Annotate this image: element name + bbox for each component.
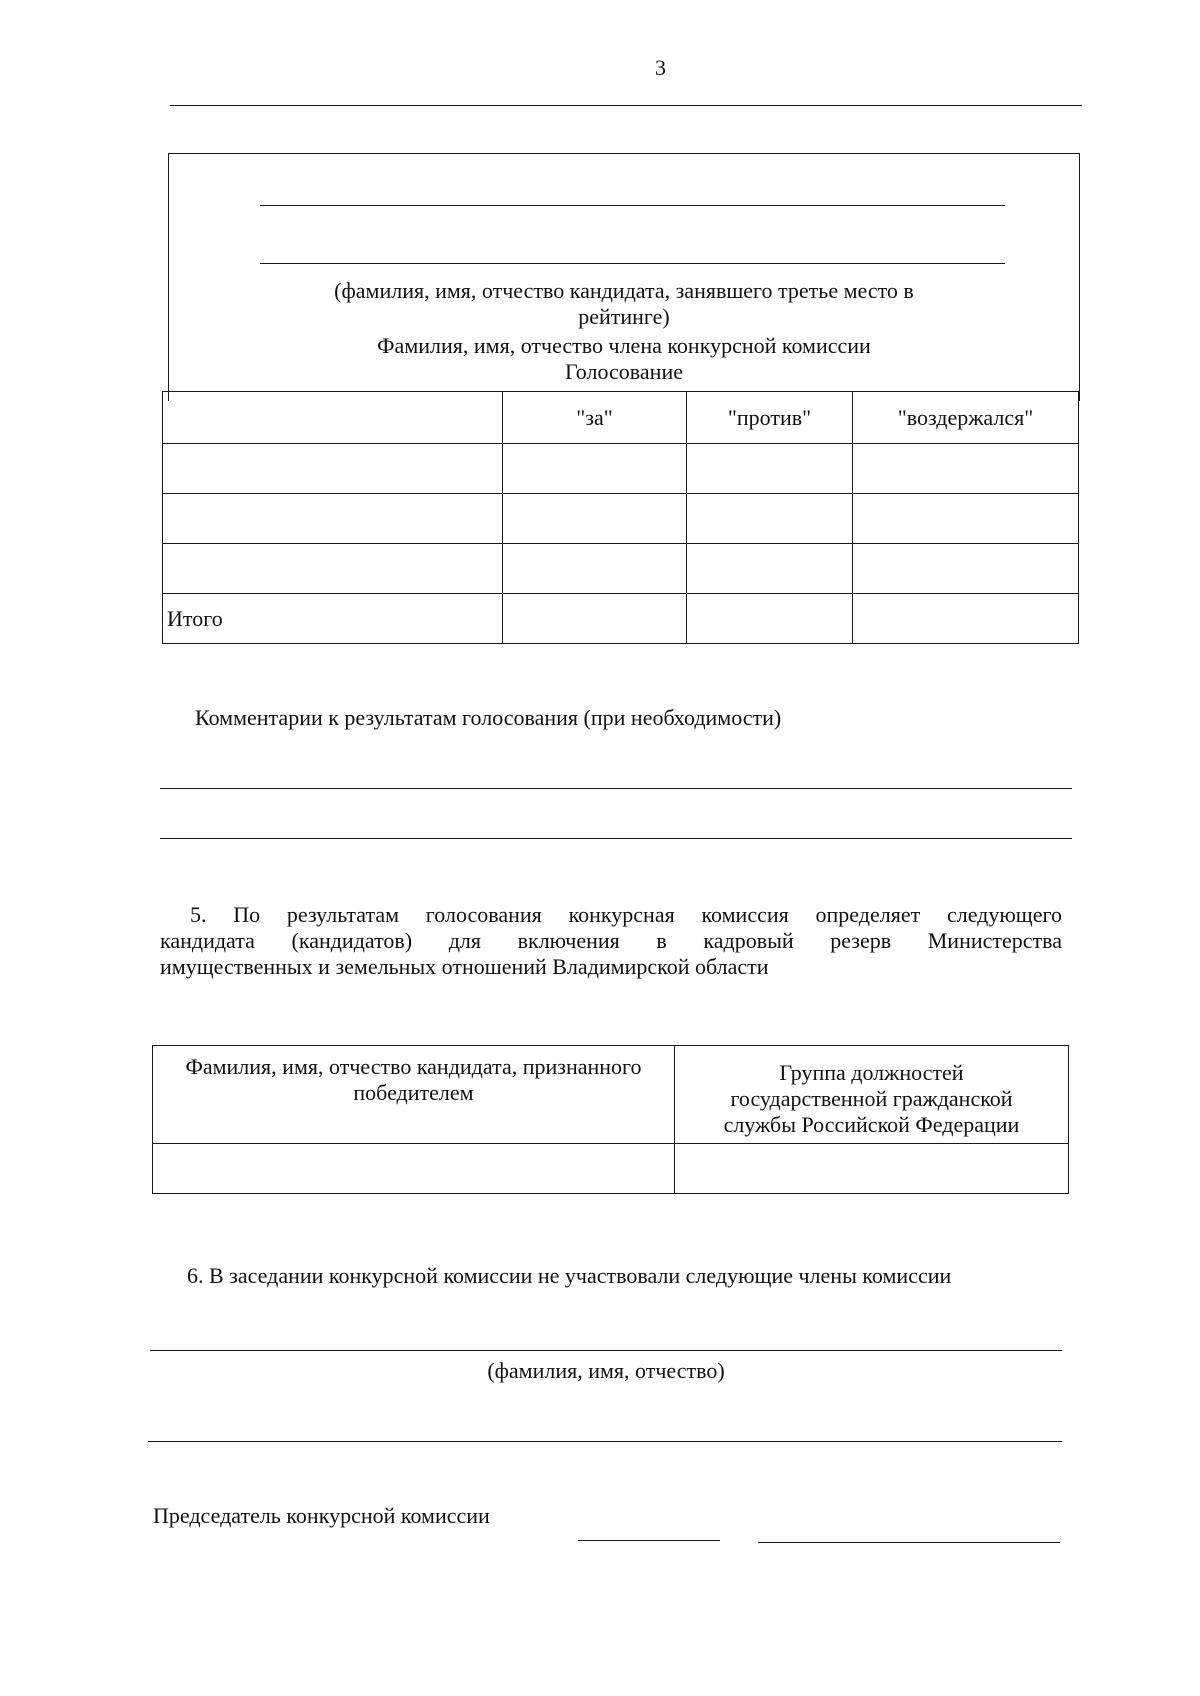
section5-line-2: кандидата (кандидатов) для включения в кадровый резерв Министерства (160, 928, 1062, 953)
total-for-cell[interactable] (503, 594, 687, 644)
vote-for-cell[interactable] (503, 494, 687, 544)
member-caption: Фамилия, имя, отчество члена конкурсной комиссии (377, 333, 871, 358)
voting-table-header-row (163, 392, 1079, 444)
vote-against-cell[interactable] (687, 494, 853, 544)
absent-members-caption: (фамилия, имя, отчество) (487, 1358, 725, 1383)
table-row (163, 494, 1079, 544)
section6-text: 6. В заседании конкурсной комиссии не участвовали следующие члены комиссии (187, 1263, 952, 1288)
candidate-name-line-1[interactable] (260, 205, 1005, 206)
table-row (163, 544, 1079, 594)
candidate-caption-line-2: рейтинге) (578, 304, 670, 329)
winner-group-cell[interactable] (675, 1144, 1069, 1194)
vote-for-cell[interactable] (503, 444, 687, 494)
candidate-name-line-2[interactable] (260, 263, 1005, 264)
chairman-signature-line[interactable] (578, 1540, 720, 1541)
winner-table (152, 1045, 1069, 1194)
vote-abstained-cell[interactable] (853, 544, 1079, 594)
winner-table-header-row (153, 1046, 1069, 1144)
vote-against-cell[interactable] (687, 544, 853, 594)
total-label-cell: Итого (163, 594, 503, 644)
header-cell-abstained: "воздержался" (853, 392, 1079, 444)
winner-header-group-line-3: службы Российской Федерации (723, 1112, 1020, 1137)
table-row (153, 1144, 1069, 1194)
header-cell-member (163, 392, 503, 444)
member-name-cell[interactable] (163, 444, 503, 494)
vote-against-cell[interactable] (687, 444, 853, 494)
total-abstained-cell[interactable] (853, 594, 1079, 644)
chairman-label: Председатель конкурсной комиссии (153, 1503, 490, 1528)
section5-line-1: 5. По результатам голосования конкурсная комиссия определяет следующего (190, 902, 1062, 927)
comments-label: Комментарии к результатам голосования (при необходимости) (195, 705, 782, 730)
header-cell-for: "за" (503, 392, 687, 444)
vote-abstained-cell[interactable] (853, 444, 1079, 494)
comments-line-1[interactable] (160, 788, 1072, 789)
winner-header-name-line-1: Фамилия, имя, отчество кандидата, признанного (185, 1054, 642, 1079)
header-cell-against: "против" (687, 392, 853, 444)
chairman-name-line[interactable] (758, 1542, 1060, 1543)
member-name-cell[interactable] (163, 544, 503, 594)
total-against-cell[interactable] (687, 594, 853, 644)
winner-header-name-line-2: победителем (353, 1080, 474, 1105)
winner-header-group (675, 1046, 1069, 1144)
page-number: 3 (655, 55, 666, 80)
vote-for-cell[interactable] (503, 544, 687, 594)
member-name-cell[interactable] (163, 494, 503, 544)
voting-table (162, 391, 1079, 644)
section5-line-3: имущественных и земельных отношений Владимирской области (160, 954, 769, 979)
comments-line-2[interactable] (160, 838, 1072, 839)
winner-name-cell[interactable] (153, 1144, 675, 1194)
table-row (163, 444, 1079, 494)
candidate-caption-line-1: (фамилия, имя, отчество кандидата, занявшего третье место в (334, 278, 914, 303)
header-rule (170, 105, 1082, 106)
absent-members-line-2[interactable] (148, 1441, 1062, 1442)
winner-header-group-line-2: государственной гражданской (730, 1086, 1013, 1111)
total-row (163, 594, 1079, 644)
vote-abstained-cell[interactable] (853, 494, 1079, 544)
voting-title: Голосование (565, 359, 683, 384)
absent-members-line-1[interactable] (150, 1350, 1062, 1351)
winner-header-name (153, 1046, 675, 1144)
winner-header-group-line-1: Группа должностей (779, 1060, 964, 1085)
